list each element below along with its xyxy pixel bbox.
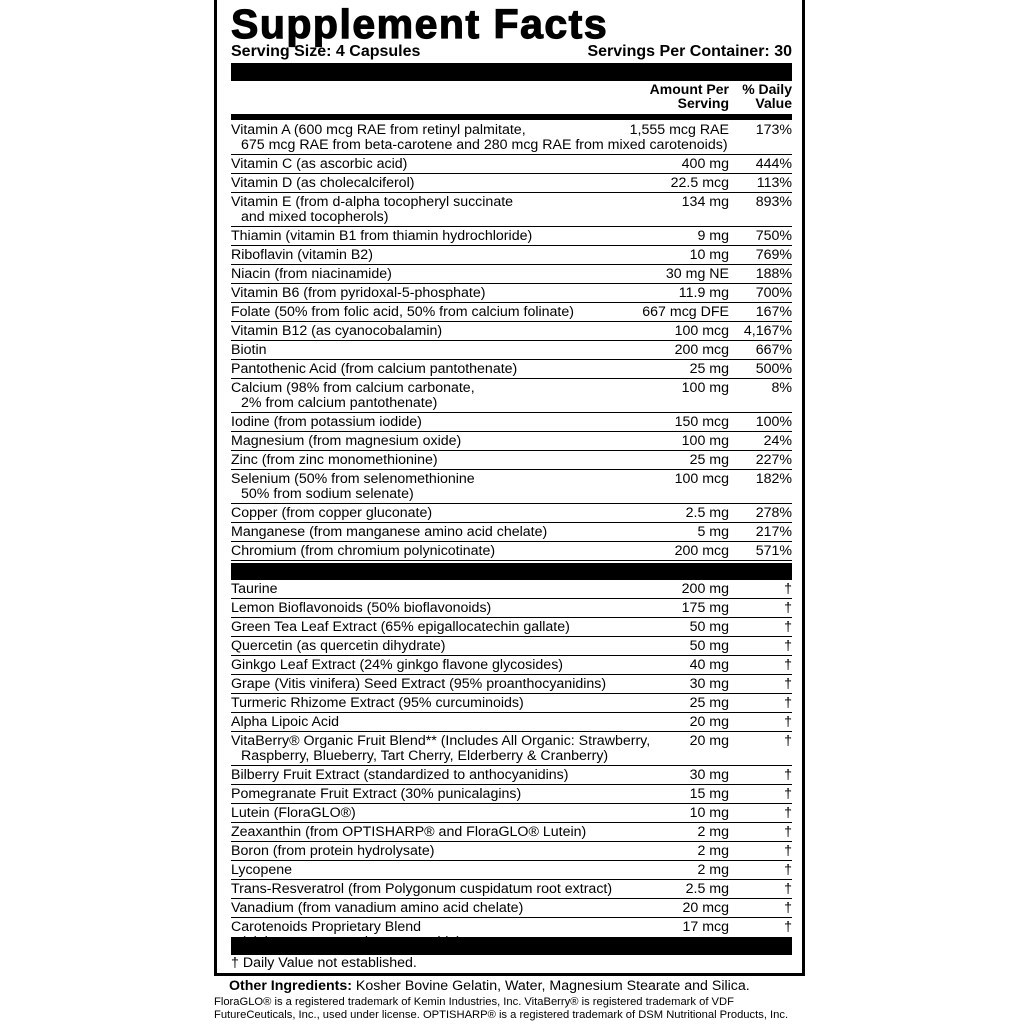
table-row <box>231 523 792 542</box>
table-row <box>231 341 792 360</box>
vitamins-mineral-list <box>231 121 792 580</box>
amount-per-serving: 20 mg <box>689 714 729 730</box>
daily-value: 182% <box>755 471 792 487</box>
ingredient-name: Manganese (from manganese amino acid chelate) <box>231 524 548 540</box>
daily-value: 24% <box>763 433 792 449</box>
thick-divider-middle <box>231 563 792 580</box>
ingredient-name: Alpha Lipoic Acid <box>231 714 340 730</box>
table-row <box>231 121 792 155</box>
table-row <box>231 322 792 341</box>
table-row <box>231 303 792 322</box>
daily-value: † <box>784 919 792 935</box>
daily-value: † <box>784 881 792 897</box>
daily-value: † <box>784 638 792 654</box>
amount-per-serving: 17 mcg <box>682 919 729 935</box>
table-row <box>231 360 792 379</box>
amount-per-serving: 175 mg <box>681 600 729 616</box>
amount-per-serving: 10 mg <box>689 247 729 263</box>
daily-value: † <box>784 619 792 635</box>
table-row <box>231 785 792 804</box>
amount-per-serving: 9 mg <box>697 228 729 244</box>
ingredient-name: Copper (from copper gluconate) <box>231 505 433 521</box>
ingredient-name: Grape (Vitis vinifera) Seed Extract (95% proanthocyanidins) <box>231 676 607 692</box>
ingredient-name: Riboflavin (vitamin B2) <box>231 247 373 263</box>
amount-per-serving: 1,555 mcg RAE <box>629 122 729 138</box>
daily-value: † <box>784 824 792 840</box>
ingredient-name: Lycopene <box>231 862 293 878</box>
ingredient-name: Boron (from protein hydrolysate) <box>231 843 435 859</box>
daily-value: † <box>784 714 792 730</box>
servings-per-container: Servings Per Container: 30 <box>587 43 792 60</box>
daily-value: 278% <box>755 505 792 521</box>
table-row <box>231 694 792 713</box>
ingredient-name: Vitamin C (as ascorbic acid) <box>231 156 408 172</box>
table-row <box>231 246 792 265</box>
amount-per-serving: 25 mg <box>689 452 729 468</box>
amount-per-serving: 11.9 mg <box>678 285 729 301</box>
ingredient-name: Taurine <box>231 581 278 597</box>
table-row <box>231 451 792 470</box>
daily-value: 769% <box>755 247 792 263</box>
table-row <box>231 861 792 880</box>
table-row <box>231 732 792 766</box>
amount-per-serving: 134 mg <box>681 194 729 210</box>
table-row <box>231 470 792 504</box>
daily-value: † <box>784 805 792 821</box>
ingredient-name: Biotin <box>231 342 267 358</box>
daily-value: 188% <box>755 266 792 282</box>
daily-value: 227% <box>755 452 792 468</box>
table-row <box>231 265 792 284</box>
amount-per-serving: 2.5 mg <box>685 881 729 897</box>
thick-divider-bottom <box>231 937 792 955</box>
header-divider <box>231 114 792 120</box>
ingredient-name: VitaBerry® Organic Fruit Blend** (Includes All Organic: Strawberry, Raspberry, Blueberry, Tart Cherry, Elderberry & Cranberry) <box>231 733 651 764</box>
ingredient-name: Magnesium (from magnesium oxide) <box>231 433 462 449</box>
amount-per-serving: 50 mg <box>689 638 729 654</box>
thick-divider-top <box>231 63 792 81</box>
amount-per-serving: 200 mcg <box>674 543 729 559</box>
table-row <box>231 899 792 918</box>
daily-value: † <box>784 843 792 859</box>
amount-per-serving: 100 mcg <box>674 471 729 487</box>
column-header <box>231 82 792 112</box>
daily-value: 173% <box>755 122 792 138</box>
daily-value: 750% <box>755 228 792 244</box>
ingredient-name: Trans-Resveratrol (from Polygonum cuspidatum root extract) <box>231 881 613 897</box>
amount-per-serving: 2 mg <box>697 824 729 840</box>
ingredient-name: Vanadium (from vanadium amino acid chelate) <box>231 900 524 916</box>
daily-value: † <box>784 600 792 616</box>
daily-value: † <box>784 695 792 711</box>
table-row <box>231 432 792 451</box>
serving-info <box>231 43 792 61</box>
daily-value: † <box>784 657 792 673</box>
ingredient-name: Ginkgo Leaf Extract (24% ginkgo flavone glycosides) <box>231 657 564 673</box>
ingredient-name: Bilberry Fruit Extract (standardized to anthocyanidins) <box>231 767 569 783</box>
daily-value: 4,167% <box>743 323 792 339</box>
amount-per-serving: 30 mg NE <box>665 266 729 282</box>
ingredient-name: Pantothenic Acid (from calcium pantothenate) <box>231 361 518 377</box>
ingredient-name: Pomegranate Fruit Extract (30% punicalagins) <box>231 786 522 802</box>
table-row <box>231 413 792 432</box>
amount-per-serving: 15 mg <box>689 786 729 802</box>
ingredient-name: Green Tea Leaf Extract (65% epigallocatechin gallate) <box>231 619 570 635</box>
daily-value: † <box>784 581 792 597</box>
daily-value: 893% <box>755 194 792 210</box>
panel-title: Supplement Facts <box>231 1 609 47</box>
table-row <box>231 379 792 413</box>
table-row <box>231 766 792 785</box>
table-row <box>231 823 792 842</box>
serving-size: Serving Size: 4 Capsules <box>231 43 421 60</box>
daily-value: † <box>784 786 792 802</box>
daily-value: † <box>784 862 792 878</box>
ingredient-name: Folate (50% from folic acid, 50% from calcium folinate) <box>231 304 574 320</box>
ingredient-name: Thiamin (vitamin B1 from thiamin hydrochloride) <box>231 228 533 244</box>
amount-per-serving: 2 mg <box>697 843 729 859</box>
supplement-facts-panel <box>214 0 805 976</box>
ingredient-name: Lutein (FloraGLO®) <box>231 805 356 821</box>
ingredient-name: Vitamin E (from d-alpha tocopheryl succinate and mixed tocopherols) <box>231 194 514 225</box>
ingredient-name: Zinc (from zinc monomethionine) <box>231 452 438 468</box>
ingredient-name: Vitamin D (as cholecalciferol) <box>231 175 415 191</box>
amount-per-serving: 200 mcg <box>674 342 729 358</box>
daily-value: 113% <box>756 175 792 191</box>
amount-per-serving: 40 mg <box>689 657 729 673</box>
amount-per-serving: 10 mg <box>689 805 729 821</box>
table-row <box>231 542 792 561</box>
table-row <box>231 227 792 246</box>
ingredient-name: Turmeric Rhizome Extract (95% curcuminoids) <box>231 695 524 711</box>
trademark-notice: FloraGLO® is a registered trademark of Kemin Industries, Inc. VitaBerry® is registered trademark of VDF FutureCeuticals, Inc., used under license. OPTISHARP® is a registered trademark of DSM Nutritional Products, Inc. <box>214 996 789 1021</box>
ingredient-name: Carotenoids Proprietary Blend <box>231 919 422 935</box>
amount-per-serving: 25 mg <box>689 695 729 711</box>
table-row <box>231 193 792 227</box>
ingredient-name: Vitamin B12 (as cyanocobalamin) <box>231 323 443 339</box>
daily-value: 500% <box>755 361 792 377</box>
amount-per-serving: 200 mg <box>681 581 729 597</box>
daily-value: 667% <box>755 342 792 358</box>
ingredient-name: Chromium (from chromium polynicotinate) <box>231 543 496 559</box>
other-ingredients-label: Other Ingredients: <box>229 978 352 994</box>
ingredient-name: Vitamin B6 (from pyridoxal-5-phosphate) <box>231 285 486 301</box>
ingredient-name: Selenium (50% from selenomethionine 50% from sodium selenate) <box>231 471 475 502</box>
ingredient-name: Lemon Bioflavonoids (50% bioflavonoids) <box>231 600 492 616</box>
table-row <box>231 618 792 637</box>
amount-per-serving: 20 mcg <box>682 900 729 916</box>
ingredient-name: Quercetin (as quercetin dihydrate) <box>231 638 446 654</box>
table-row <box>231 880 792 899</box>
ingredient-name: Niacin (from niacinamide) <box>231 266 392 282</box>
table-row <box>231 284 792 303</box>
table-row <box>231 656 792 675</box>
daily-value: 571% <box>755 543 792 559</box>
other-ingredients <box>229 978 750 995</box>
ingredient-name: Calcium (98% from calcium carbonate, 2% from calcium pantothenate) <box>231 380 475 411</box>
daily-value: 700% <box>755 285 792 301</box>
daily-value: 444% <box>755 156 792 172</box>
daily-value-header: % Daily Value <box>742 81 792 111</box>
daily-value-footnote: † Daily Value not established. <box>231 955 417 971</box>
amount-per-serving: 22.5 mcg <box>670 175 729 191</box>
ingredient-name: Zeaxanthin (from OPTISHARP® and FloraGLO® Lutein) <box>231 824 587 840</box>
daily-value: † <box>784 676 792 692</box>
daily-value: 8% <box>771 380 792 396</box>
daily-value: † <box>784 900 792 916</box>
amount-per-serving: 20 mg <box>689 733 729 749</box>
other-ingredients-text: Kosher Bovine Gelatin, Water, Magnesium Stearate and Silica. <box>351 978 750 994</box>
table-row <box>231 580 792 599</box>
amount-per-serving: 150 mcg <box>674 414 729 430</box>
amount-per-serving: 667 mcg DFE <box>642 304 729 320</box>
table-row <box>231 504 792 523</box>
daily-value: † <box>784 767 792 783</box>
daily-value: † <box>784 733 792 749</box>
amount-per-serving: 100 mg <box>681 433 729 449</box>
table-row <box>231 174 792 193</box>
table-row <box>231 675 792 694</box>
ingredient-name: Vitamin A (600 mcg RAE from retinyl palmitate, 675 mcg RAE from beta-carotene and 280 mcg RAE from mixed carotenoids) <box>231 122 728 153</box>
ingredient-name: Iodine (from potassium iodide) <box>231 414 422 430</box>
table-row <box>231 599 792 618</box>
amount-per-serving: 50 mg <box>689 619 729 635</box>
daily-value: 167% <box>755 304 792 320</box>
table-row <box>231 804 792 823</box>
amount-per-serving: 2.5 mg <box>685 505 729 521</box>
table-row <box>231 842 792 861</box>
amount-per-serving: 100 mcg <box>674 323 729 339</box>
amount-per-serving: 25 mg <box>689 361 729 377</box>
amount-per-serving: 30 mg <box>689 676 729 692</box>
amount-per-serving: 2 mg <box>697 862 729 878</box>
daily-value: 217% <box>755 524 792 540</box>
amount-per-serving: 5 mg <box>697 524 729 540</box>
other-ingredients-list <box>231 580 792 952</box>
daily-value: 100% <box>755 414 792 430</box>
table-row <box>231 155 792 174</box>
amount-per-serving: 400 mg <box>681 156 729 172</box>
table-row <box>231 637 792 656</box>
table-row <box>231 713 792 732</box>
amount-header: Amount Per Serving <box>649 81 729 111</box>
amount-per-serving: 100 mg <box>681 380 729 396</box>
amount-per-serving: 30 mg <box>689 767 729 783</box>
